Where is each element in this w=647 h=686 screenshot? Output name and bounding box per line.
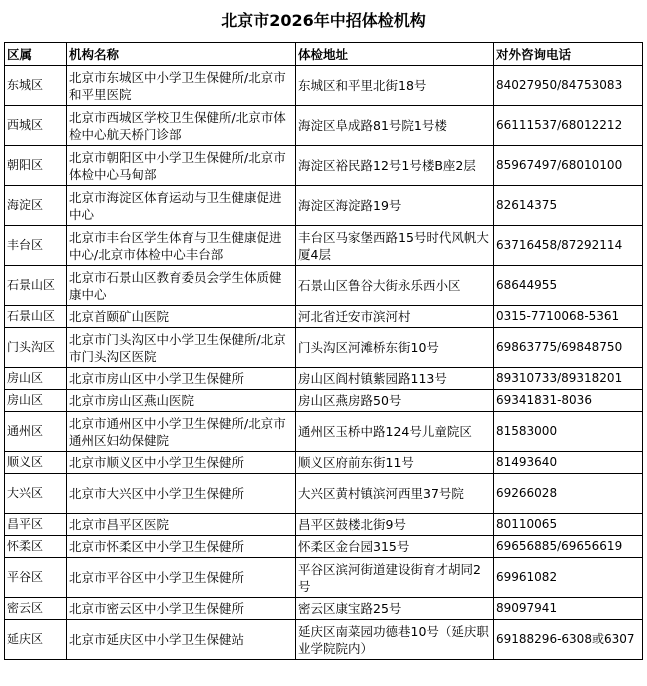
- cell-phone: 69863775/69848750: [494, 328, 643, 368]
- cell-district: 石景山区: [5, 306, 67, 328]
- cell-district: 大兴区: [5, 474, 67, 514]
- cell-address: 海淀区海淀路19号: [296, 186, 494, 226]
- cell-district: 海淀区: [5, 186, 67, 226]
- cell-address: 房山区燕房路50号: [296, 390, 494, 412]
- cell-institution: 北京首颐矿山医院: [67, 306, 296, 328]
- cell-address: 石景山区鲁谷大街永乐西小区: [296, 266, 494, 306]
- table-row: [5, 328, 643, 368]
- institution-table: [4, 42, 643, 660]
- cell-phone: 81493640: [494, 452, 643, 474]
- cell-district: 顺义区: [5, 452, 67, 474]
- table-row: [5, 106, 643, 146]
- cell-address: 通州区玉桥中路124号儿童院区: [296, 412, 494, 452]
- cell-address: 昌平区鼓楼北街9号: [296, 514, 494, 536]
- cell-address: 海淀区裕民路12号1号楼B座2层: [296, 146, 494, 186]
- cell-phone: 69266028: [494, 474, 643, 514]
- cell-district: 石景山区: [5, 266, 67, 306]
- cell-address: 顺义区府前东街11号: [296, 452, 494, 474]
- cell-district: 门头沟区: [5, 328, 67, 368]
- cell-institution: 北京市密云区中小学卫生保健所: [67, 598, 296, 620]
- cell-district: 丰台区: [5, 226, 67, 266]
- cell-institution: 北京市西城区学校卫生保健所/北京市体检中心航天桥门诊部: [67, 106, 296, 146]
- cell-institution: 北京市房山区燕山医院: [67, 390, 296, 412]
- header-phone: 对外咨询电话: [494, 43, 643, 66]
- cell-phone: 66111537/68012212: [494, 106, 643, 146]
- table-row: [5, 474, 643, 514]
- table-row: [5, 452, 643, 474]
- cell-address: 门头沟区河滩桥东街10号: [296, 328, 494, 368]
- cell-phone: 68644955: [494, 266, 643, 306]
- cell-phone: 80110065: [494, 514, 643, 536]
- table-row: [5, 598, 643, 620]
- cell-institution: 北京市丰台区学生体育与卫生健康促进中心/北京市体检中心丰台部: [67, 226, 296, 266]
- cell-district: 怀柔区: [5, 536, 67, 558]
- cell-district: 房山区: [5, 368, 67, 390]
- header-address: 体检地址: [296, 43, 494, 66]
- cell-address: 平谷区滨河街道建设街育才胡同2号: [296, 558, 494, 598]
- cell-phone: 69656885/69656619: [494, 536, 643, 558]
- cell-institution: 北京市怀柔区中小学卫生保健所: [67, 536, 296, 558]
- cell-phone: 82614375: [494, 186, 643, 226]
- table-row: [5, 620, 643, 660]
- cell-phone: 0315-7710068-5361: [494, 306, 643, 328]
- table-row: [5, 412, 643, 452]
- table-row: [5, 266, 643, 306]
- table-row: [5, 368, 643, 390]
- cell-institution: 北京市延庆区中小学卫生保健站: [67, 620, 296, 660]
- cell-address: 河北省迁安市滨河村: [296, 306, 494, 328]
- cell-phone: 84027950/84753083: [494, 66, 643, 106]
- page-title: 北京市2026年中招体检机构: [221, 11, 426, 30]
- cell-phone: 69341831-8036: [494, 390, 643, 412]
- table-header-row: [5, 43, 643, 66]
- table-row: [5, 514, 643, 536]
- table-row: [5, 226, 643, 266]
- cell-district: 房山区: [5, 390, 67, 412]
- table-row: [5, 306, 643, 328]
- cell-address: 海淀区阜成路81号院1号楼: [296, 106, 494, 146]
- cell-institution: 北京市门头沟区中小学卫生保健所/北京市门头沟区医院: [67, 328, 296, 368]
- cell-institution: 北京市顺义区中小学卫生保健所: [67, 452, 296, 474]
- cell-phone: 81583000: [494, 412, 643, 452]
- header-district: 区属: [5, 43, 67, 66]
- table-row: [5, 186, 643, 226]
- cell-phone: 89097941: [494, 598, 643, 620]
- cell-district: 密云区: [5, 598, 67, 620]
- cell-phone: 69961082: [494, 558, 643, 598]
- cell-district: 西城区: [5, 106, 67, 146]
- table-row: [5, 146, 643, 186]
- cell-address: 大兴区黄村镇滨河西里37号院: [296, 474, 494, 514]
- cell-phone: 85967497/68010100: [494, 146, 643, 186]
- cell-address: 怀柔区金台园315号: [296, 536, 494, 558]
- cell-phone: 69188296-6308或6307: [494, 620, 643, 660]
- cell-institution: 北京市昌平区医院: [67, 514, 296, 536]
- cell-address: 丰台区马家堡西路15号时代风帆大厦4层: [296, 226, 494, 266]
- table-row: [5, 536, 643, 558]
- cell-district: 东城区: [5, 66, 67, 106]
- cell-district: 平谷区: [5, 558, 67, 598]
- cell-institution: 北京市东城区中小学卫生保健所/北京市和平里医院: [67, 66, 296, 106]
- cell-institution: 北京市通州区中小学卫生保健所/北京市通州区妇幼保健院: [67, 412, 296, 452]
- cell-phone: 89310733/89318201: [494, 368, 643, 390]
- header-institution: 机构名称: [67, 43, 296, 66]
- cell-institution: 北京市朝阳区中小学卫生保健所/北京市体检中心马甸部: [67, 146, 296, 186]
- cell-address: 延庆区南菜园功德巷10号（延庆职业学院院内）: [296, 620, 494, 660]
- cell-institution: 北京市海淀区体育运动与卫生健康促进中心: [67, 186, 296, 226]
- cell-institution: 北京市大兴区中小学卫生保健所: [67, 474, 296, 514]
- cell-address: 房山区阎村镇紫园路113号: [296, 368, 494, 390]
- table-row: [5, 390, 643, 412]
- cell-address: 东城区和平里北街18号: [296, 66, 494, 106]
- cell-address: 密云区康宝路25号: [296, 598, 494, 620]
- table-row: [5, 558, 643, 598]
- cell-district: 朝阳区: [5, 146, 67, 186]
- cell-district: 延庆区: [5, 620, 67, 660]
- cell-institution: 北京市平谷区中小学卫生保健所: [67, 558, 296, 598]
- cell-district: 通州区: [5, 412, 67, 452]
- cell-district: 昌平区: [5, 514, 67, 536]
- table-row: [5, 66, 643, 106]
- cell-institution: 北京市房山区中小学卫生保健所: [67, 368, 296, 390]
- cell-institution: 北京市石景山区教育委员会学生体质健康中心: [67, 266, 296, 306]
- cell-phone: 63716458/87292114: [494, 226, 643, 266]
